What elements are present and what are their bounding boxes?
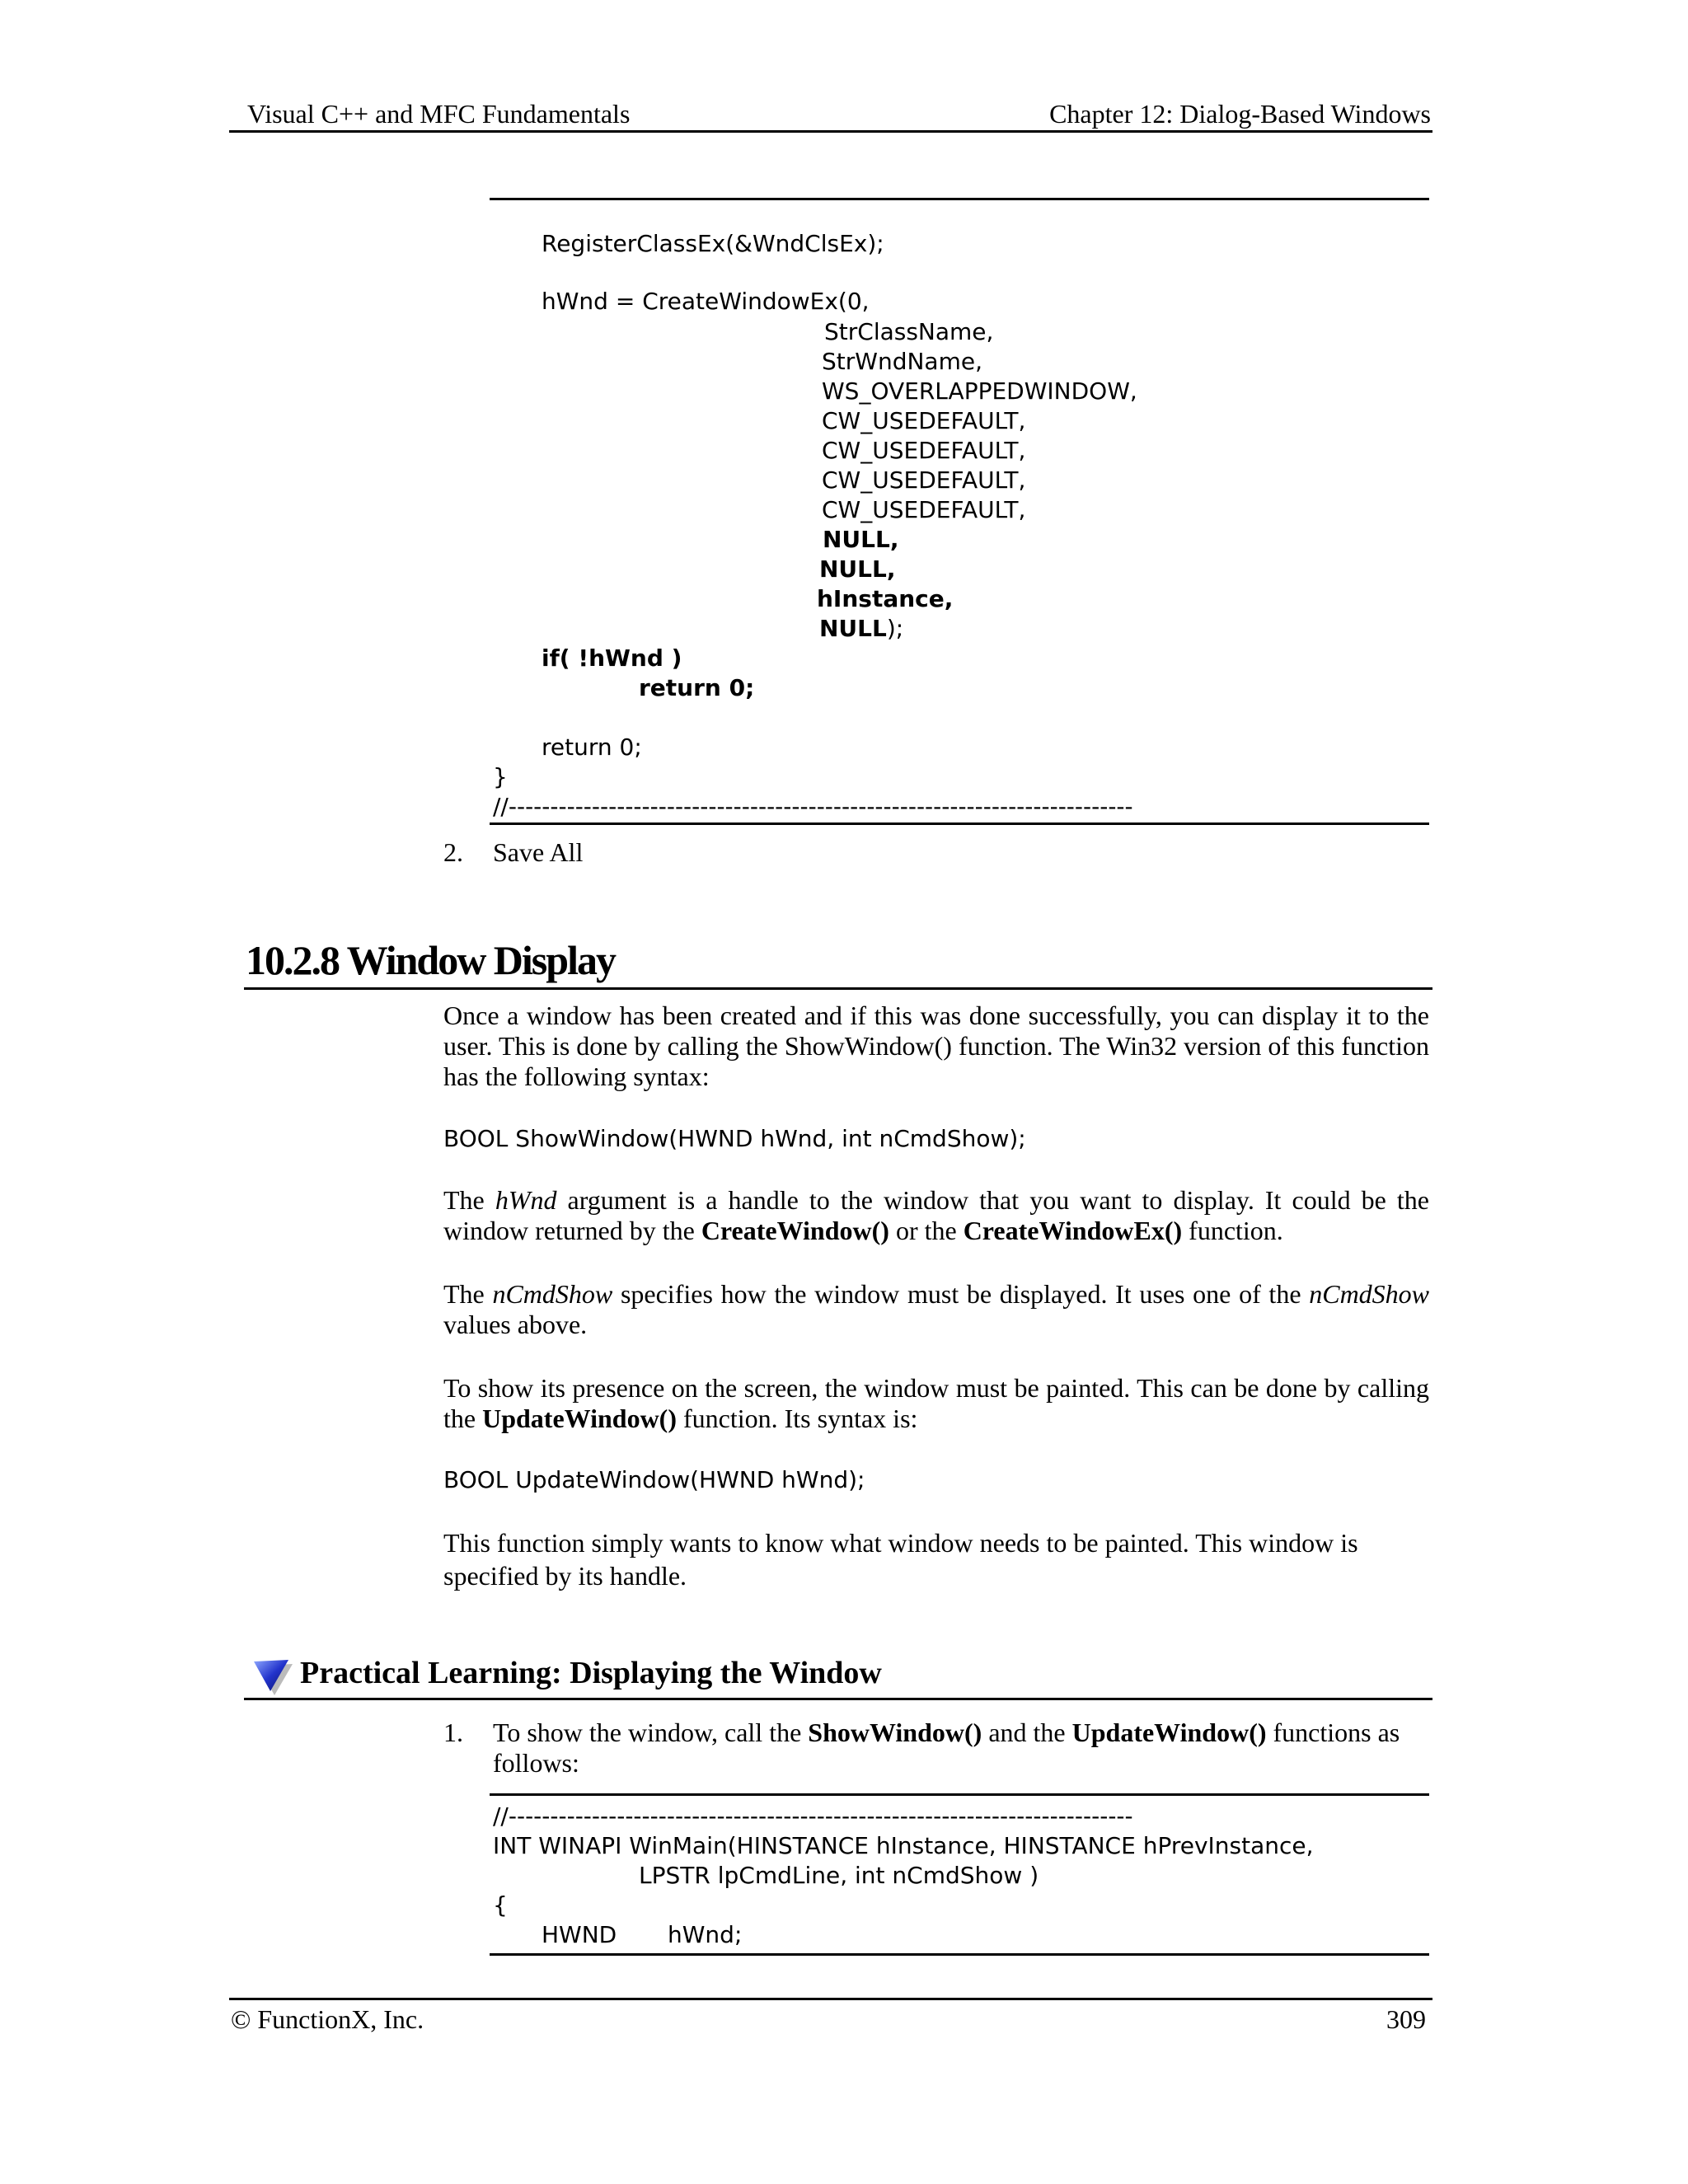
code-block-bottom-rule [490,1953,1429,1956]
text-run: values above. [443,1310,588,1339]
bold-term: UpdateWindow() [482,1404,677,1433]
italic-term: nCmdShow [492,1279,613,1309]
step-text [493,1718,1429,1779]
code-line: hWnd = CreateWindowEx(0, [542,288,870,315]
footer-copyright: © FunctionX, Inc. [231,2004,424,2034]
text-run: argument is a handle to the window that you want to display. It could be the window returned by the [443,1185,1430,1245]
code-line: NULL, [823,526,899,553]
code-line: LPSTR lpCmdLine, int nCmdShow ) [639,1862,1039,1889]
footer-rule [229,1998,1432,2000]
section-title: 10.2.8 Window Display [246,937,615,983]
code-line: INT WINAPI WinMain(HINSTANCE hInstance, HINSTANCE hPrevInstance, [493,1832,1314,1859]
code-comment-separator: //--------------------------------------------------------------------------- [493,1802,1133,1830]
triangle-arrow-icon [251,1655,293,1698]
code-closing: ); [886,615,904,642]
code-null: NULL [819,615,887,642]
paragraph: This function simply wants to know what window needs to be painted. This window is specified by its handle. [443,1528,1358,1591]
text-run: To show the window, call the [493,1718,809,1747]
code-line: HWND [542,1921,617,1948]
code-line: hInstance, [817,585,954,612]
code-line: WS_OVERLAPPEDWINDOW, [822,377,1137,405]
text-run: function. Its syntax is: [676,1404,918,1433]
step-text: Save All [493,837,584,867]
practical-learning-title: Practical Learning: Displaying the Window [300,1656,882,1690]
italic-term: nCmdShow [1309,1279,1430,1309]
code-comment-separator: //--------------------------------------------------------------------------- [493,793,1133,820]
running-header-right: Chapter 12: Dialog-Based Windows [1049,99,1431,129]
code-line: CW_USEDEFAULT, [822,466,1026,494]
code-line: CW_USEDEFAULT, [822,496,1026,523]
text-run: To show its presence on the screen, the window must be painted. This can be done by calling the [443,1373,1429,1433]
code-line: { [493,1891,508,1919]
text-run: specifies how the window must be displayed. It uses one of the [612,1279,1310,1309]
text-run: The [443,1185,495,1215]
text-run: and the [982,1718,1072,1747]
code-line: hWnd; [668,1921,743,1948]
italic-term: hWnd [495,1185,557,1215]
bold-term: CreateWindowEx() [963,1216,1183,1245]
paragraph [443,1279,1429,1340]
header-rule [229,130,1432,133]
code-syntax-showwindow: BOOL ShowWindow(HWND hWnd, int nCmdShow); [443,1125,1026,1152]
code-block-top-rule [490,198,1429,200]
paragraph: Once a window has been created and if this was done successfully, you can display it to the user. This is done by calling the ShowWindow() function. The Win32 version of this function has the following syntax: [443,1001,1429,1091]
code-block-bottom-rule [490,823,1429,825]
running-header-left: Visual C++ and MFC Fundamentals [247,99,631,129]
code-line: CW_USEDEFAULT, [822,437,1026,464]
code-line: StrWndName, [822,348,982,375]
code-block-top-rule [490,1793,1429,1796]
paragraph [443,1373,1429,1434]
code-line: } [493,763,508,790]
step-number: 1. [443,1718,463,1747]
code-line: StrClassName, [824,318,994,345]
code-line: return 0; [542,733,642,761]
step-number: 2. [443,837,463,867]
code-line: NULL, [819,555,896,583]
code-line: if( !hWnd ) [542,644,682,672]
paragraph [443,1185,1429,1246]
bold-term: UpdateWindow() [1071,1718,1267,1747]
bold-term: ShowWindow() [808,1718,982,1747]
text-run: or the [889,1216,964,1245]
code-line: RegisterClassEx(&WndClsEx); [542,230,884,257]
text-run: The [443,1279,493,1309]
text-run: functions as follows: [493,1718,1400,1778]
text-run: function. [1182,1216,1283,1245]
practical-rule [244,1698,1432,1700]
code-line: return 0; [639,674,755,701]
code-syntax-updatewindow: BOOL UpdateWindow(HWND hWnd); [443,1466,865,1493]
code-line: CW_USEDEFAULT, [822,407,1026,434]
section-rule [244,987,1432,990]
page-number: 309 [1386,2004,1426,2034]
code-line [819,614,903,644]
bold-term: CreateWindow() [701,1216,889,1245]
